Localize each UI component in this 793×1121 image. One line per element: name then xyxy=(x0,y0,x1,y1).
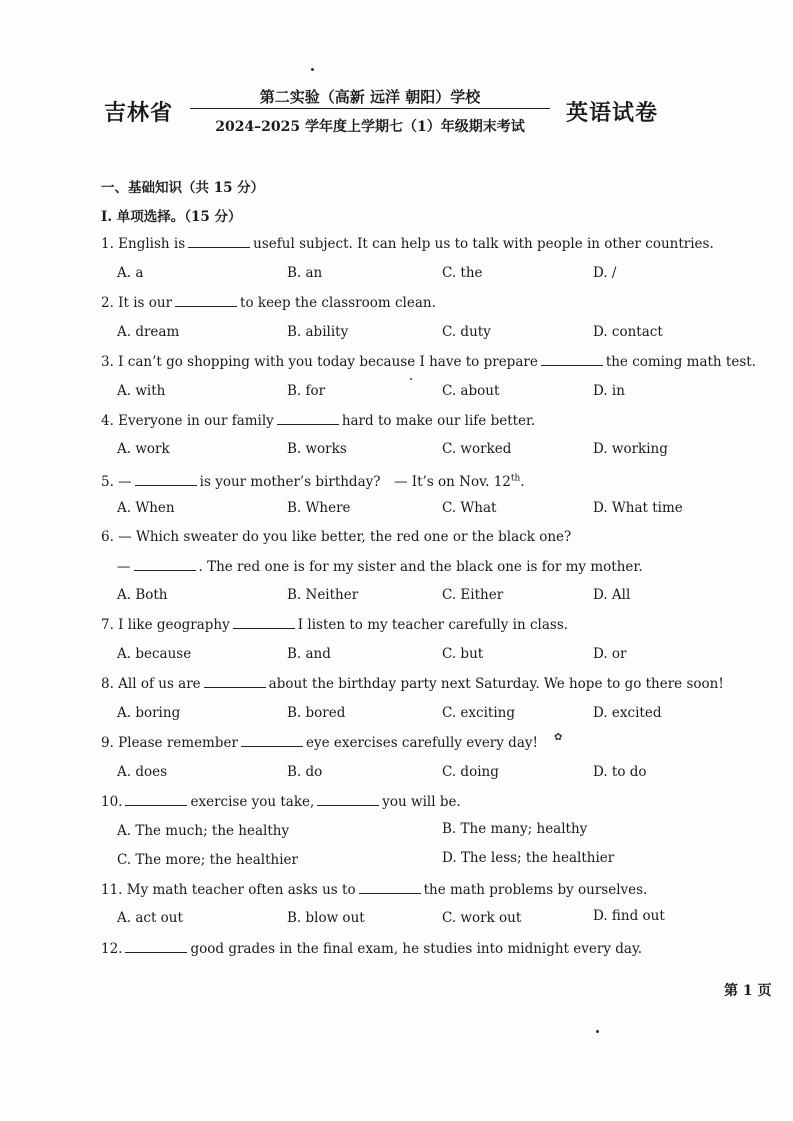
question-11 xyxy=(101,881,647,898)
answer-blank xyxy=(134,558,196,571)
option-d: D. to do xyxy=(593,764,647,780)
option-b: B. Where xyxy=(287,500,351,516)
question-6 xyxy=(101,529,571,545)
option-b: B. an xyxy=(287,265,323,281)
option-a: A. a xyxy=(117,265,144,281)
answer-blank xyxy=(204,675,266,688)
option-a: A. because xyxy=(117,646,192,662)
question-10 xyxy=(101,793,461,810)
question-text: useful subject. It can help us to talk with people in other countries. xyxy=(253,236,714,252)
question-text: about the birthday party next Saturday. We hope to go there soon! xyxy=(268,676,724,692)
question-text: 3. I can’t go shopping with you today because I have to prepare xyxy=(101,354,538,370)
answer-blank xyxy=(125,793,187,806)
option-c: C. the xyxy=(442,265,483,281)
option-d: D. find out xyxy=(593,908,665,924)
question-text: — xyxy=(117,559,131,575)
exam-term: 2024–2025 学年度上学期七（1）年级期末考试 xyxy=(215,119,525,135)
answer-blank xyxy=(317,793,379,806)
option-d: D. working xyxy=(593,441,668,457)
section-title: 一、基础知识（共 15 分） xyxy=(101,180,265,196)
scan-speck xyxy=(311,68,314,71)
option-b: B. Neither xyxy=(287,587,359,603)
answer-blank xyxy=(277,412,339,425)
question-8 xyxy=(101,675,724,692)
option-b: B. works xyxy=(287,441,347,457)
option-d: D. / xyxy=(593,265,617,281)
answer-blank xyxy=(541,353,603,366)
option-b: B. for xyxy=(287,383,326,399)
option-a: A. work xyxy=(117,441,170,457)
option-b: B. bored xyxy=(287,705,346,721)
option-c: C. about xyxy=(442,383,500,399)
scan-speck xyxy=(410,378,412,380)
page-number: 第 1 页 xyxy=(724,983,772,999)
question-text: 7. I like geography xyxy=(101,617,230,633)
question-text: 10. xyxy=(101,794,123,810)
question-text: is your mother’s birthday? — It’s on Nov. 12 xyxy=(199,474,511,490)
option-c: C. What xyxy=(442,500,497,516)
province-label: 吉林省 xyxy=(104,100,174,126)
option-d: D. in xyxy=(593,383,625,399)
answer-blank xyxy=(125,940,187,953)
option-c: C. The more; the healthier xyxy=(117,852,298,868)
option-c: C. duty xyxy=(442,324,491,340)
answer-blank xyxy=(135,473,197,486)
option-d: D. or xyxy=(593,646,627,662)
exam-header xyxy=(0,0,793,150)
answer-blank xyxy=(359,881,421,894)
question-text: hard to make our life better. xyxy=(341,413,536,429)
question-text: the coming math test. xyxy=(605,354,756,370)
question-text: 5. — xyxy=(101,474,132,490)
question-4 xyxy=(101,412,535,429)
option-b: B. The many; healthy xyxy=(442,821,588,837)
question-text: . xyxy=(520,474,525,490)
option-c: C. doing xyxy=(442,764,499,780)
option-a: A. boring xyxy=(117,705,181,721)
question-12 xyxy=(101,940,642,957)
option-c: C. work out xyxy=(442,910,522,926)
question-text: you will be. xyxy=(382,794,461,810)
option-d: D. All xyxy=(593,587,631,603)
option-a: A. When xyxy=(117,500,175,516)
question-1 xyxy=(101,235,714,252)
question-2 xyxy=(101,294,436,311)
scan-smudge: ✿ xyxy=(554,732,563,743)
question-text: 8. All of us are xyxy=(101,676,201,692)
option-b: B. and xyxy=(287,646,331,662)
question-text: 12. xyxy=(101,941,123,957)
question-text: . The red one is for my sister and the black one is for my mother. xyxy=(198,559,643,575)
option-a: A. act out xyxy=(117,910,183,926)
question-9 xyxy=(101,734,538,751)
header-rule xyxy=(190,108,550,109)
answer-blank xyxy=(233,616,295,629)
question-7 xyxy=(101,616,568,633)
question-text: 9. Please remember xyxy=(101,735,238,751)
question-text: the math problems by ourselves. xyxy=(423,882,648,898)
option-d: D. The less; the healthier xyxy=(442,850,615,866)
option-c: C. but xyxy=(442,646,484,662)
question-6-line-2 xyxy=(117,558,643,575)
answer-blank xyxy=(188,235,250,248)
question-text: 2. It is our xyxy=(101,295,173,311)
option-a: A. dream xyxy=(117,324,180,340)
subject-label: 英语试卷 xyxy=(566,100,659,126)
question-text: good grades in the final exam, he studies into midnight every day. xyxy=(190,941,643,957)
ordinal-suffix: th xyxy=(510,473,521,484)
option-b: B. do xyxy=(287,764,323,780)
option-a: A. The much; the healthy xyxy=(117,823,290,839)
option-c: C. Either xyxy=(442,587,504,603)
question-text: exercise you take, xyxy=(190,794,315,810)
option-d: D. excited xyxy=(593,705,662,721)
answer-blank xyxy=(175,294,237,307)
question-text: I listen to my teacher carefully in class. xyxy=(297,617,569,633)
question-5 xyxy=(101,470,525,490)
school-name: 第二实验（高新 远洋 朝阳）学校 xyxy=(259,88,481,106)
answer-blank xyxy=(241,734,303,747)
option-d: D. contact xyxy=(593,324,663,340)
question-text: 11. My math teacher often asks us to xyxy=(101,882,356,898)
option-a: A. with xyxy=(117,383,166,399)
question-text: 1. English is xyxy=(101,236,186,252)
option-a: A. does xyxy=(117,764,168,780)
question-text: 4. Everyone in our family xyxy=(101,413,274,429)
question-text: to keep the classroom clean. xyxy=(240,295,436,311)
scan-speck xyxy=(596,1030,599,1033)
question-3 xyxy=(101,353,756,370)
question-text: eye exercises carefully every day! xyxy=(305,735,538,751)
question-text: 6. — Which sweater do you like better, the red one or the black one? xyxy=(101,529,572,545)
option-a: A. Both xyxy=(117,587,168,603)
option-c: C. exciting xyxy=(442,705,515,721)
option-b: B. ability xyxy=(287,324,349,340)
option-d: D. What time xyxy=(593,500,683,516)
option-c: C. worked xyxy=(442,441,512,457)
option-b: B. blow out xyxy=(287,910,365,926)
part-title: I. 单项选择。（15 分） xyxy=(101,209,242,225)
